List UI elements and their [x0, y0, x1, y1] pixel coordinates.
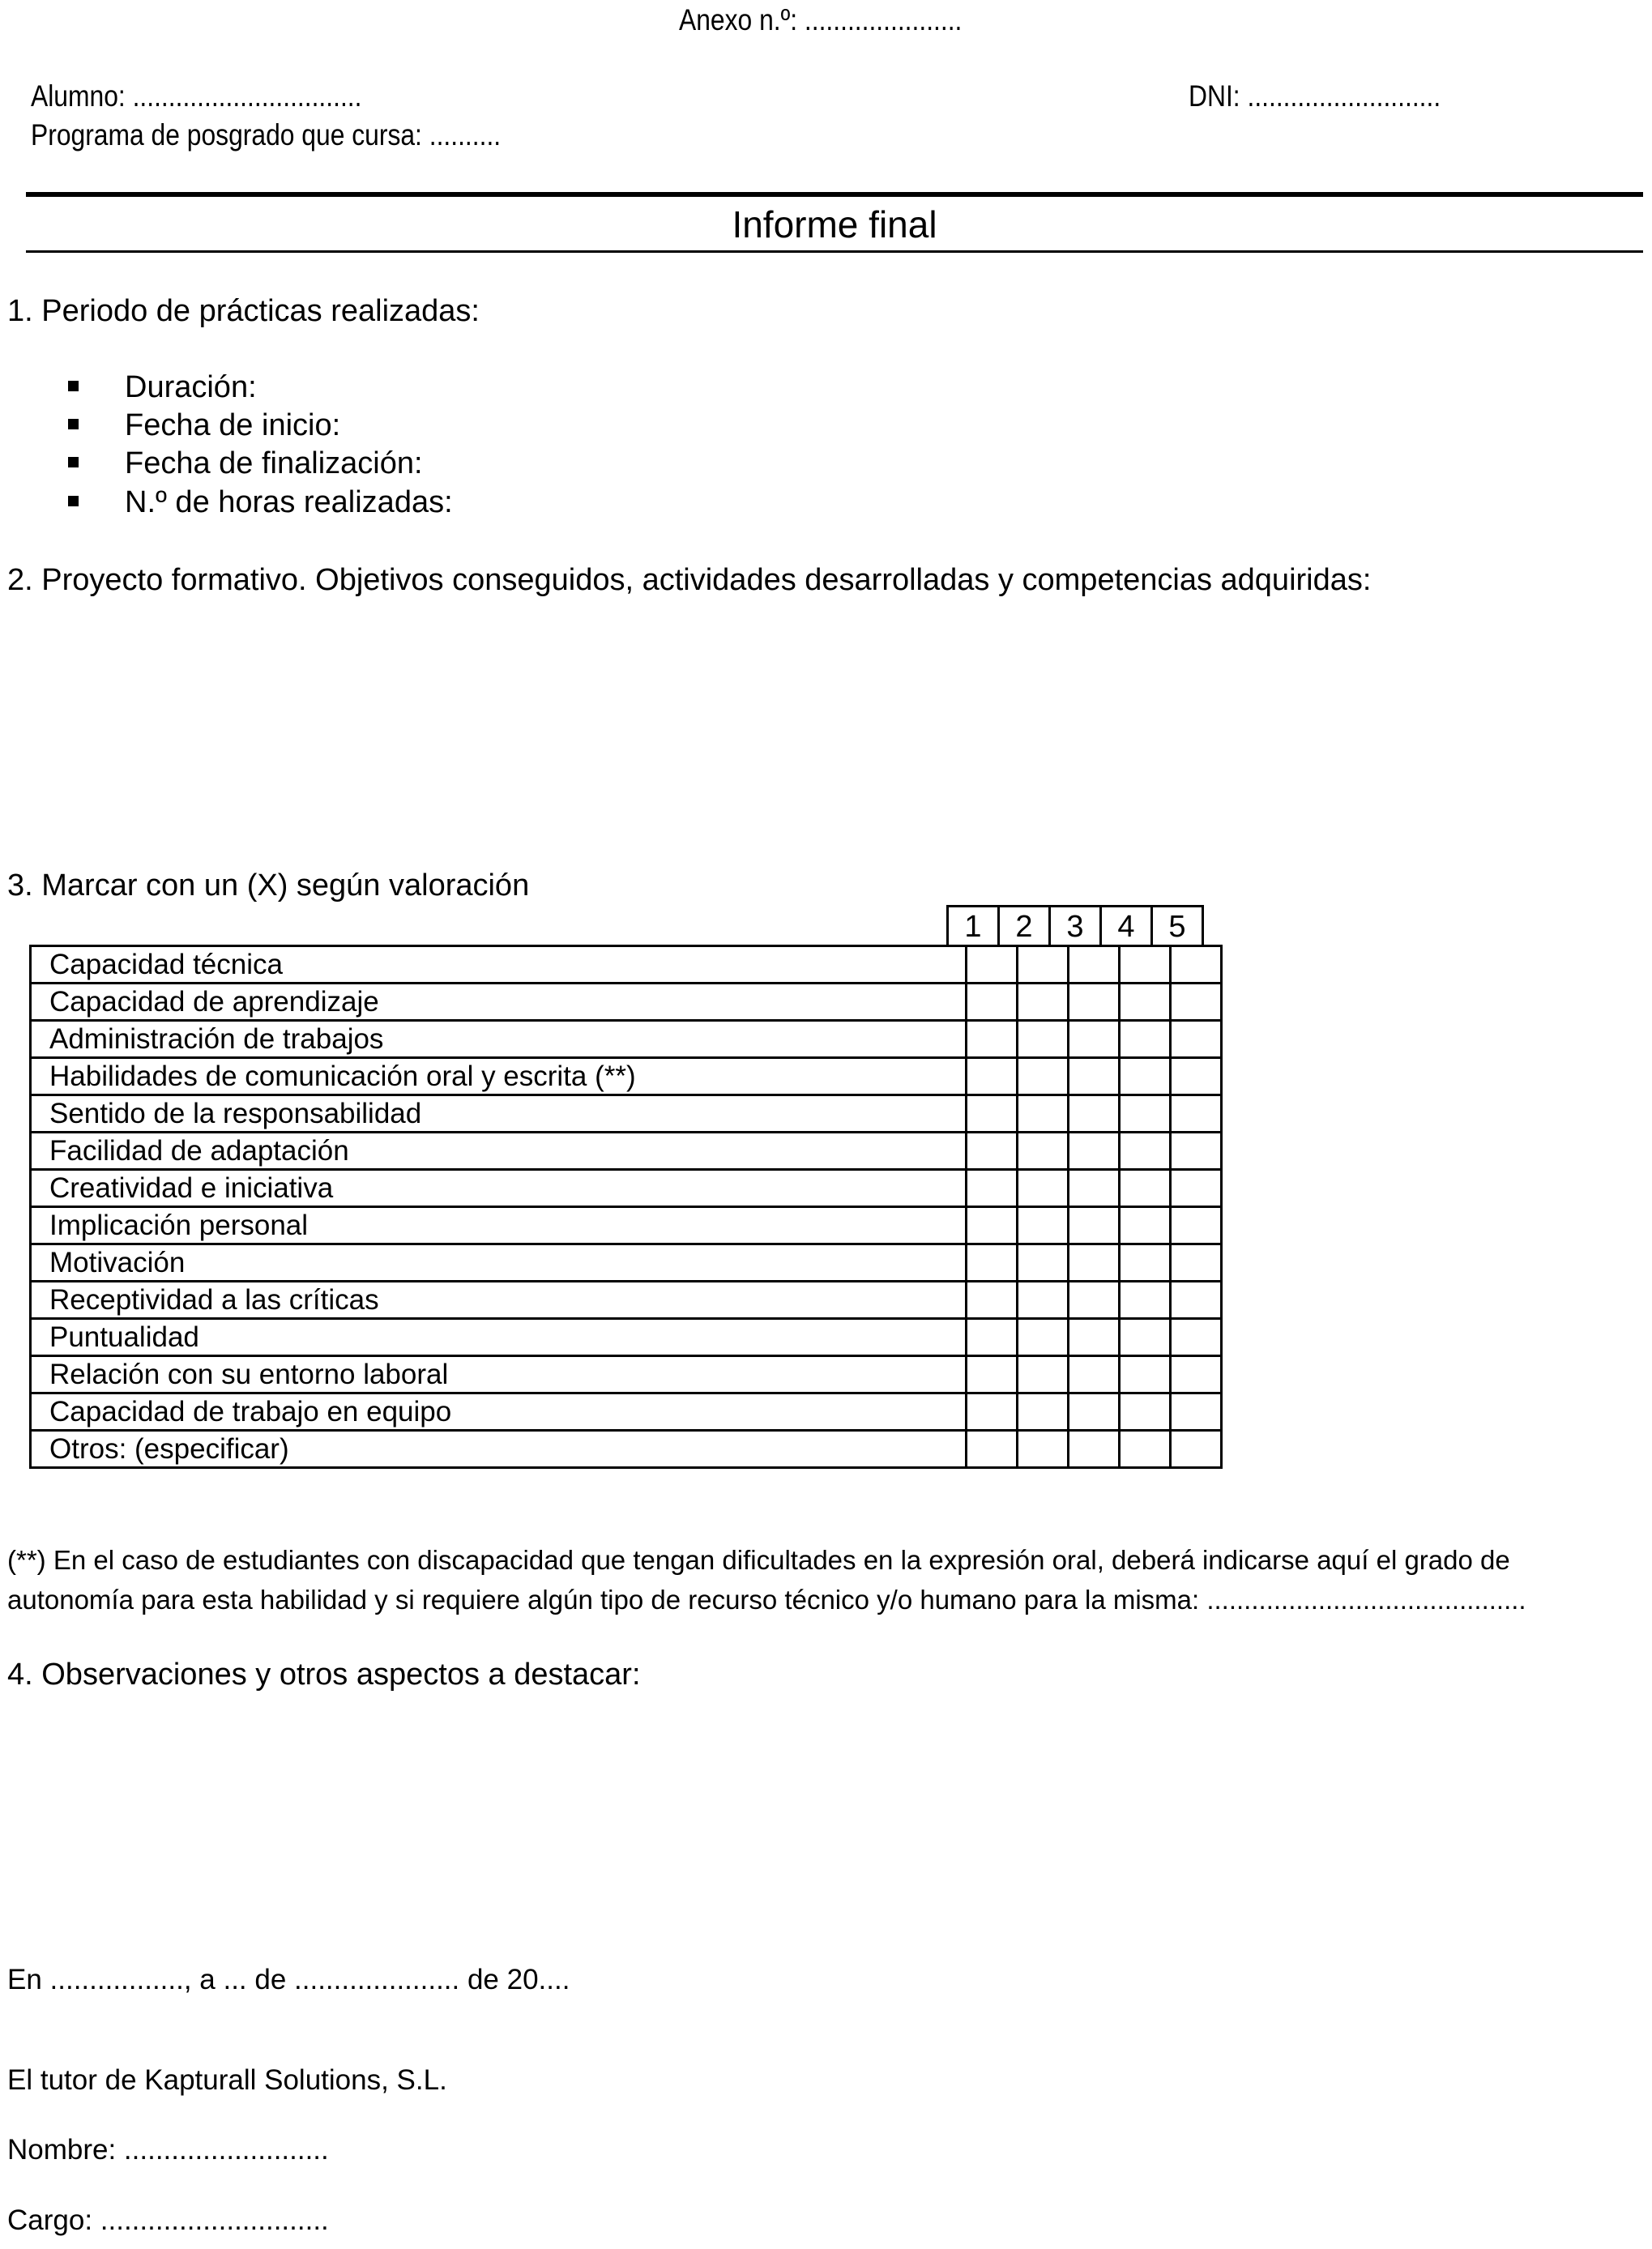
rating-checkbox-3[interactable] [1069, 1058, 1120, 1095]
criterion-label: Capacidad técnica [31, 946, 967, 984]
rating-checkbox-5[interactable] [1171, 1058, 1222, 1095]
rating-checkbox-5[interactable] [1171, 1431, 1222, 1468]
rating-checkbox-1[interactable] [967, 1356, 1018, 1393]
criterion-label: Otros: (especificar) [31, 1431, 967, 1468]
rating-checkbox-2[interactable] [1018, 946, 1069, 984]
grade-3-header: 3 [1051, 907, 1102, 945]
rating-checkbox-3[interactable] [1069, 946, 1120, 984]
tutor-name-field: Nombre: .......................... [7, 2134, 329, 2166]
rating-checkbox-5[interactable] [1171, 1319, 1222, 1356]
rating-checkbox-1[interactable] [967, 1021, 1018, 1058]
tutor-position-field: Cargo: ............................. [7, 2204, 329, 2236]
rating-checkbox-4[interactable] [1120, 1095, 1171, 1133]
rating-checkbox-4[interactable] [1120, 1393, 1171, 1431]
annex-number-field: Anexo n.º: ...................... [679, 3, 963, 36]
table-row [31, 1095, 1222, 1133]
rating-checkbox-2[interactable] [1018, 1207, 1069, 1244]
rating-checkbox-1[interactable] [967, 946, 1018, 984]
rating-checkbox-4[interactable] [1120, 984, 1171, 1021]
rating-table [29, 945, 1223, 1469]
table-row [31, 1021, 1222, 1058]
list-item-label: Fecha de finalización: [125, 446, 423, 480]
rating-checkbox-4[interactable] [1120, 946, 1171, 984]
rating-checkbox-2[interactable] [1018, 1319, 1069, 1356]
criterion-label: Habilidades de comunicación oral y escrita (**) [31, 1058, 967, 1095]
rating-checkbox-1[interactable] [967, 1431, 1018, 1468]
criterion-label: Receptividad a las críticas [31, 1282, 967, 1319]
table-row [31, 1244, 1222, 1282]
table-row [31, 1393, 1222, 1431]
disability-note-line-2: autonomía para esta habilidad y si requiere algún tipo de recurso técnico y/o humano para la misma: ........................................... [7, 1585, 1526, 1615]
rating-checkbox-2[interactable] [1018, 1021, 1069, 1058]
postgraduate-program-field: Programa de posgrado que cursa: .......... [31, 118, 502, 151]
table-row [31, 1282, 1222, 1319]
rating-checkbox-3[interactable] [1069, 1095, 1120, 1133]
rating-checkbox-3[interactable] [1069, 1133, 1120, 1170]
table-row [31, 1207, 1222, 1244]
rating-checkbox-3[interactable] [1069, 1282, 1120, 1319]
rating-checkbox-5[interactable] [1171, 1244, 1222, 1282]
disability-note [7, 1540, 1526, 1620]
rating-checkbox-2[interactable] [1018, 1356, 1069, 1393]
table-row [31, 984, 1222, 1021]
disability-note-line-1: (**) En el caso de estudiantes con discapacidad que tengan dificultades en la expresión oral, deberá indicarse aquí el grado de [7, 1545, 1510, 1575]
grade-2-header: 2 [1000, 907, 1051, 945]
rating-checkbox-1[interactable] [967, 984, 1018, 1021]
rating-checkbox-3[interactable] [1069, 984, 1120, 1021]
section-4-heading: 4. Observaciones y otros aspectos a destacar: [7, 1658, 641, 1692]
rating-checkbox-1[interactable] [967, 1244, 1018, 1282]
rating-checkbox-4[interactable] [1120, 1356, 1171, 1393]
list-item-label: Duración: [125, 370, 257, 404]
rating-checkbox-5[interactable] [1171, 1133, 1222, 1170]
rating-checkbox-5[interactable] [1171, 1393, 1222, 1431]
rating-checkbox-4[interactable] [1120, 1133, 1171, 1170]
section-2-heading: 2. Proyecto formativo. Objetivos conseguidos, actividades desarrolladas y competencias adquiridas: [7, 563, 1372, 597]
page-title: Informe final [732, 203, 937, 245]
square-bullet-icon [68, 419, 79, 429]
section-1-heading: 1. Periodo de prácticas realizadas: [7, 294, 480, 328]
rating-checkbox-3[interactable] [1069, 1356, 1120, 1393]
rating-checkbox-2[interactable] [1018, 1244, 1069, 1282]
table-row [31, 1431, 1222, 1468]
section-3-heading: 3. Marcar con un (X) según valoración [7, 868, 530, 903]
header-divider-thin [26, 250, 1643, 253]
criterion-label: Administración de trabajos [31, 1021, 967, 1058]
rating-checkbox-1[interactable] [967, 1282, 1018, 1319]
list-item-label: N.º de horas realizadas: [125, 485, 453, 519]
square-bullet-icon [68, 457, 79, 467]
table-row [31, 1356, 1222, 1393]
student-field: Alumno: ................................ [31, 79, 362, 113]
grade-4-header: 4 [1102, 907, 1153, 945]
grade-1-header: 1 [949, 907, 1000, 945]
rating-checkbox-4[interactable] [1120, 1431, 1171, 1468]
rating-checkbox-5[interactable] [1171, 1021, 1222, 1058]
rating-checkbox-2[interactable] [1018, 1393, 1069, 1431]
rating-checkbox-4[interactable] [1120, 1319, 1171, 1356]
criterion-label: Motivación [31, 1244, 967, 1282]
rating-checkbox-1[interactable] [967, 1319, 1018, 1356]
rating-checkbox-3[interactable] [1069, 1431, 1120, 1468]
table-row [31, 1133, 1222, 1170]
rating-checkbox-4[interactable] [1120, 1282, 1171, 1319]
rating-checkbox-3[interactable] [1069, 1021, 1120, 1058]
rating-checkbox-1[interactable] [967, 1095, 1018, 1133]
criterion-label: Capacidad de aprendizaje [31, 984, 967, 1021]
rating-checkbox-2[interactable] [1018, 1058, 1069, 1095]
table-row [31, 1319, 1222, 1356]
criterion-label: Puntualidad [31, 1319, 967, 1356]
rating-checkbox-2[interactable] [1018, 1282, 1069, 1319]
grade-5-header: 5 [1153, 907, 1204, 945]
rating-checkbox-5[interactable] [1171, 1282, 1222, 1319]
rating-scale-header [946, 905, 1204, 947]
header-divider-thick [26, 192, 1643, 197]
rating-checkbox-4[interactable] [1120, 1207, 1171, 1244]
square-bullet-icon [68, 496, 79, 506]
rating-checkbox-1[interactable] [967, 1170, 1018, 1207]
rating-checkbox-2[interactable] [1018, 1170, 1069, 1207]
rating-checkbox-4[interactable] [1120, 1021, 1171, 1058]
rating-checkbox-3[interactable] [1069, 1244, 1120, 1282]
criterion-label: Sentido de la responsabilidad [31, 1095, 967, 1133]
rating-checkbox-5[interactable] [1171, 1170, 1222, 1207]
rating-checkbox-5[interactable] [1171, 946, 1222, 984]
rating-checkbox-4[interactable] [1120, 1170, 1171, 1207]
rating-checkbox-1[interactable] [967, 1207, 1018, 1244]
criterion-label: Creatividad e iniciativa [31, 1170, 967, 1207]
rating-checkbox-1[interactable] [967, 1133, 1018, 1170]
rating-checkbox-1[interactable] [967, 1393, 1018, 1431]
criterion-label: Capacidad de trabajo en equipo [31, 1393, 967, 1431]
rating-checkbox-3[interactable] [1069, 1393, 1120, 1431]
rating-checkbox-3[interactable] [1069, 1319, 1120, 1356]
list-item-label: Fecha de inicio: [125, 408, 341, 442]
rating-checkbox-5[interactable] [1171, 1095, 1222, 1133]
tutor-signature-label: El tutor de Kapturall Solutions, S.L. [7, 2064, 447, 2096]
table-row [31, 1170, 1222, 1207]
criterion-label: Relación con su entorno laboral [31, 1356, 967, 1393]
table-row [31, 1058, 1222, 1095]
criterion-label: Facilidad de adaptación [31, 1133, 967, 1170]
rating-checkbox-3[interactable] [1069, 1207, 1120, 1244]
table-row [31, 946, 1222, 984]
rating-checkbox-1[interactable] [967, 1058, 1018, 1095]
rating-checkbox-4[interactable] [1120, 1244, 1171, 1282]
rating-checkbox-4[interactable] [1120, 1058, 1171, 1095]
rating-checkbox-3[interactable] [1069, 1170, 1120, 1207]
rating-checkbox-5[interactable] [1171, 984, 1222, 1021]
rating-checkbox-2[interactable] [1018, 1095, 1069, 1133]
criterion-label: Implicación personal [31, 1207, 967, 1244]
rating-checkbox-5[interactable] [1171, 1207, 1222, 1244]
rating-checkbox-2[interactable] [1018, 1431, 1069, 1468]
rating-checkbox-5[interactable] [1171, 1356, 1222, 1393]
rating-checkbox-2[interactable] [1018, 1133, 1069, 1170]
square-bullet-icon [68, 381, 79, 391]
rating-checkbox-2[interactable] [1018, 984, 1069, 1021]
dni-field: DNI: ........................... [1189, 79, 1441, 113]
place-date-line: En ................., a ... de ..................... de 20.... [7, 1964, 570, 1995]
